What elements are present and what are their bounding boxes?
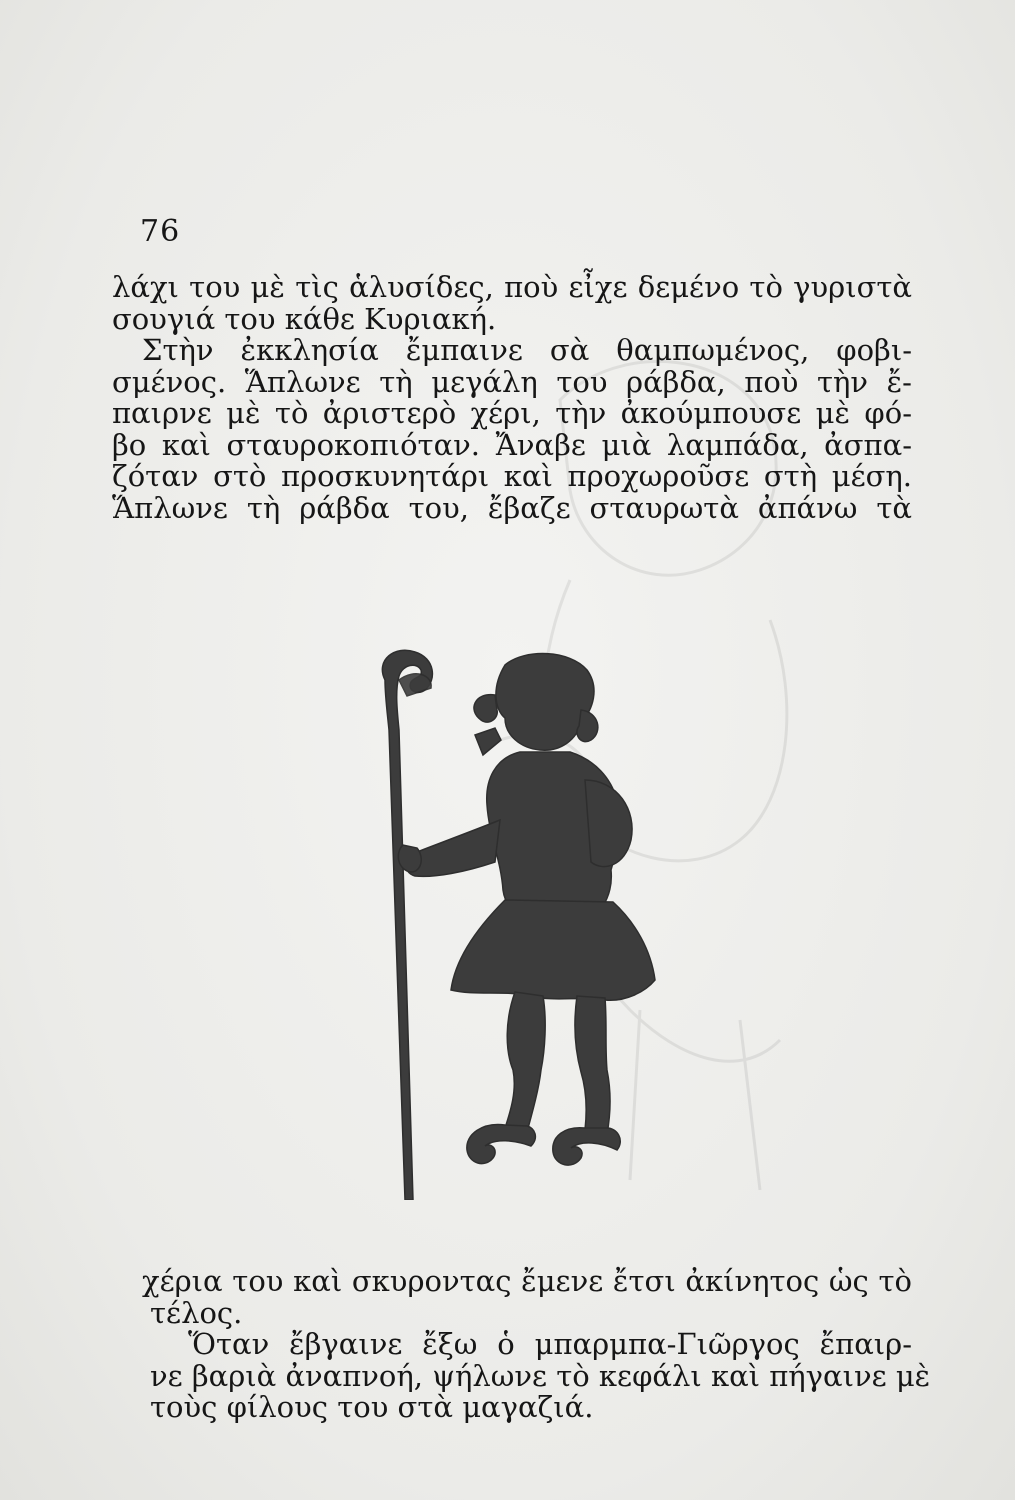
text-line: τέλος. bbox=[150, 1295, 243, 1330]
text-line: λάχι του μὲ τὶς ἁλυσίδες, ποὺ εἶχε δεμένο τὸ γυριστὰ bbox=[112, 270, 912, 304]
text-line: Ἅπλωνε τὴ ράβδα του, ἔβαζε σταυρωτὰ ἀπάνω τὰ bbox=[112, 490, 912, 525]
shadow-puppet-figure-illustration bbox=[355, 640, 675, 1200]
text-line: Ὅταν ἔβγαινε ἔξω ὁ μπαρμπα-Γιῶργος ἔπαιρ- bbox=[188, 1327, 912, 1361]
text-line: νε βαριὰ ἀναπνοή, ψήλωνε τὸ κεφάλι καὶ πήγαινε μὲ bbox=[150, 1358, 931, 1393]
text-line: χέρια του καὶ σκυροντας ἔμενε ἔτσι ἀκίνητος ὡς τὸ bbox=[142, 1264, 912, 1298]
paragraph-block-bottom bbox=[112, 1264, 931, 1424]
text-line: Στὴν ἐκκλησία ἔμπαινε σὰ θαμπωμένος, φοβι- bbox=[142, 333, 912, 367]
text-line: σουγιά του κάθε Κυριακή. bbox=[112, 301, 497, 336]
paragraph-block-top bbox=[112, 272, 912, 524]
text-line: παιρνε μὲ τὸ ἀριστερὸ χέρι, τὴν ἀκούμπουσε μὲ φό- bbox=[112, 396, 912, 430]
text-line: τοὺς φίλους του στὰ μαγαζιά. bbox=[150, 1390, 594, 1424]
text-line: ζόταν στὸ προσκυνητάρι καὶ προχωροῦσε στὴ μέση. bbox=[112, 459, 912, 493]
text-line: βο καὶ σταυροκοπιόταν. Ἄναβε μιὰ λαμπάδα, ἀσπα- bbox=[112, 427, 912, 462]
page-number: 76 bbox=[140, 214, 181, 249]
text-line: σμένος. Ἅπλωνε τὴ μεγάλη του ράβδα, ποὺ τὴν ἔ- bbox=[112, 364, 912, 399]
